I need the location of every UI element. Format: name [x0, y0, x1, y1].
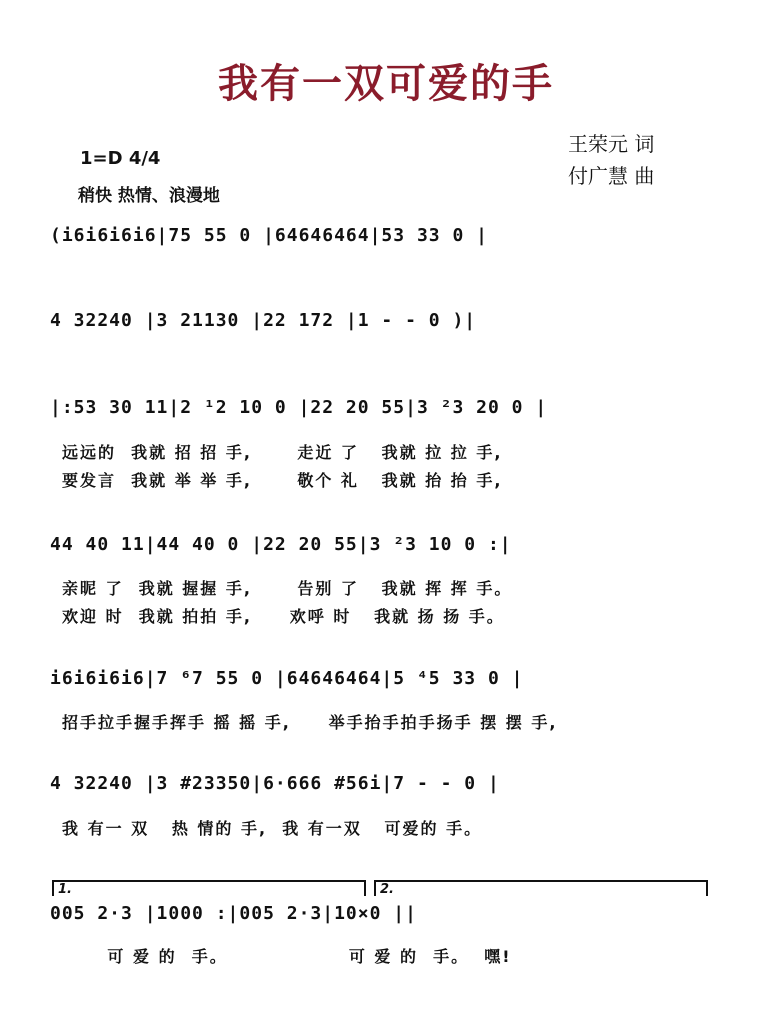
first-ending-bracket	[52, 880, 366, 896]
lyric-line-5: 招手拉手握手挥手 摇 摇 手, 举手抬手拍手扬手 摆 摆 手,	[62, 713, 558, 732]
lyric-line-6: 我 有一 双 热 情的 手, 我 有一双 可爱的 手。	[62, 819, 483, 838]
score-line-1: (i6i6i6i6|75 55 0 |64646464|53 33 0 |	[50, 225, 488, 246]
lyric-line-3: 亲昵 了 我就 握握 手, 告别 了 我就 挥 挥 手。	[62, 579, 513, 598]
key-signature: 1=D 4/4	[80, 148, 161, 169]
lyricist: 王荣元 词	[568, 132, 655, 156]
score-line-2: 4 32240 |3 21130 |22 172 |1 - - 0 )|	[50, 310, 477, 331]
song-title: 我有一双可爱的手	[218, 61, 554, 107]
score-line-5: i6i6i6i6|7 ⁶7 55 0 |64646464|5 ⁴5 33 0 |	[50, 668, 524, 689]
lyric-line-7: 可 爱 的 手。 可 爱 的 手。 嘿!	[62, 947, 512, 966]
score-line-7: 005 2·3 |1000 :|005 2·3|10×0 ||	[50, 903, 417, 924]
second-ending-bracket	[374, 880, 708, 896]
second-ending-label: 2.	[380, 882, 394, 897]
tempo-marking: 稍快 热情、浪漫地	[78, 186, 220, 206]
score-line-4: 44 40 11|44 40 0 |22 20 55|3 ²3 10 0 :|	[50, 534, 512, 555]
composer: 付广慧 曲	[568, 164, 655, 188]
score-line-3: |:53 30 11|2 ¹2 10 0 |22 20 55|3 ²3 20 0 |	[50, 397, 548, 418]
lyric-line-1: 远远的 我就 招 招 手, 走近 了 我就 拉 拉 手,	[62, 443, 503, 462]
first-ending-label: 1.	[58, 882, 72, 897]
lyric-line-4: 欢迎 时 我就 拍拍 手, 欢呼 时 我就 扬 扬 手。	[62, 607, 505, 626]
lyric-line-2: 要发言 我就 举 举 手, 敬个 礼 我就 抬 抬 手,	[62, 471, 503, 490]
score-line-6: 4 32240 |3 #23350|6·666 #56i|7 - - 0 |	[50, 773, 500, 794]
